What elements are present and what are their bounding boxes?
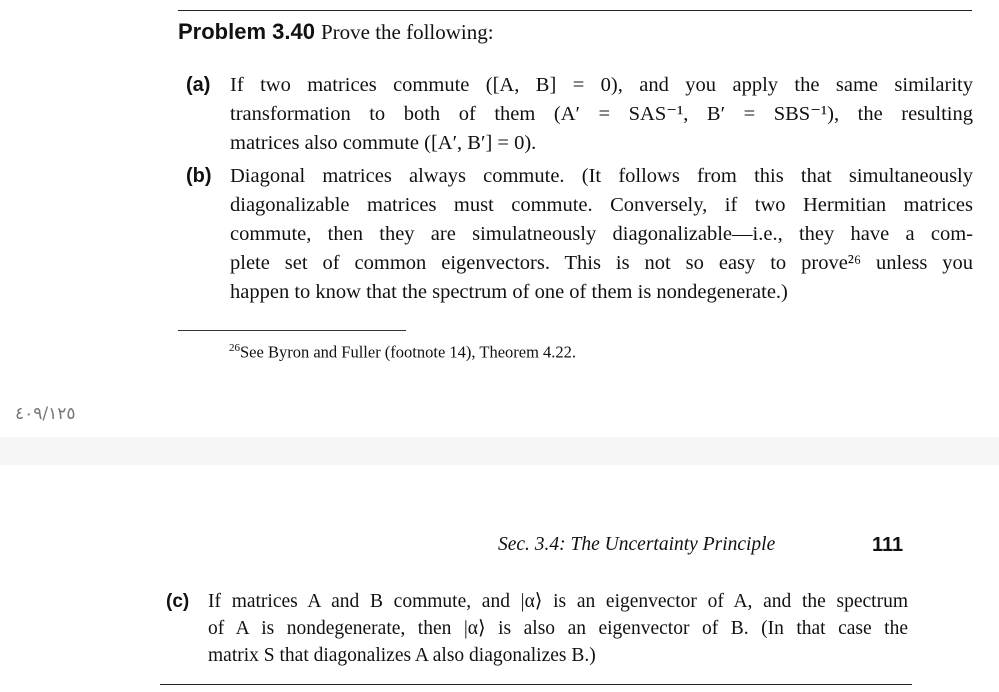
part-c-line: If matrices A and B commute, and |α⟩ is an eigenvector of A, and the spectrum xyxy=(208,591,908,612)
footnote-rule xyxy=(178,330,406,331)
problem-prompt: Prove the following: xyxy=(320,20,494,44)
part-a-line: transformation to both of them (A′ = SAS⁻¹, B′ = SBS⁻¹), the resulting xyxy=(230,103,973,125)
part-c-label: (c) xyxy=(166,591,190,612)
footnote xyxy=(229,342,576,363)
section-title: Sec. 3.4: The Uncertainty Principle xyxy=(498,534,776,555)
part-c-text xyxy=(208,588,908,669)
part-b-line: Diagonal matrices always commute. (It follows from this that simultaneously xyxy=(230,165,973,187)
part-b-line: diagonalizable matrices must commute. Conversely, if two Hermitian matrices xyxy=(230,194,973,216)
problem-number: Problem 3.40 xyxy=(178,19,315,44)
page-number: 111 xyxy=(872,534,904,556)
part-b-line: happen to know that the spectrum of one of them is nondegenerate.) xyxy=(230,281,788,303)
part-b-label: (b) xyxy=(186,165,212,187)
part-c-line: matrix S that diagonalizes A also diagonalizes B.) xyxy=(208,645,596,666)
footnote-marker: 26 xyxy=(229,342,240,354)
part-a-text xyxy=(230,71,973,158)
part-a-label: (a) xyxy=(186,74,211,96)
footnote-text: See Byron and Fuller (footnote 14), Theorem 4.22. xyxy=(240,342,577,362)
part-a-line: matrices also commute ([A′, B′] = 0). xyxy=(230,132,537,154)
part-b-line: commute, then they are simulatneously diagonalizable—i.e., they have a com- xyxy=(230,223,973,245)
part-c-line: of A is nondegenerate, then |α⟩ is also an eigenvector of B. (In that case the xyxy=(208,618,908,639)
top-rule xyxy=(178,10,972,11)
part-a-line: If two matrices commute ([A, B] = 0), and you apply the same similarity xyxy=(230,74,973,96)
bottom-rule xyxy=(160,684,912,685)
running-header xyxy=(498,534,904,556)
part-b-line: plete set of common eigenvectors. This is not so easy to prove²⁶ unless you xyxy=(230,252,973,274)
part-b-text xyxy=(230,162,973,307)
problem-heading xyxy=(178,19,494,45)
page-break-band xyxy=(0,437,999,465)
handwritten-page-note: ٤٠٩/١٢٥ xyxy=(15,404,76,424)
